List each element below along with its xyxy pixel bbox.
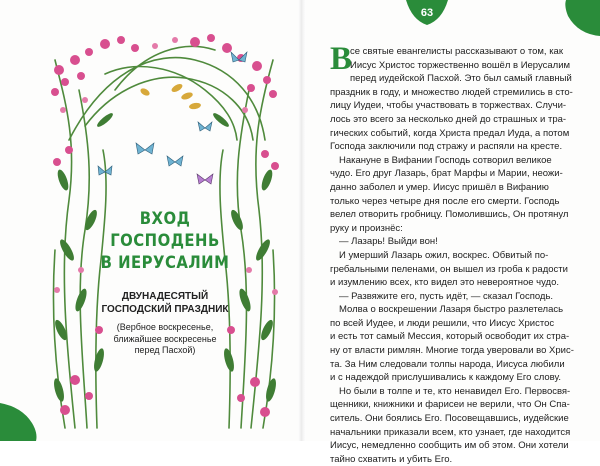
text-line: тайно схватить и убить Его.: [330, 453, 453, 465]
text-line: велел отворить гробницу. Помолившись, Он протянул: [330, 209, 569, 221]
subtitle-line: ГОСПОДСКИЙ ПРАЗДНИК: [101, 303, 229, 315]
text-line: — Развяжите его, пусть идёт, — сказал Господь.: [339, 290, 554, 302]
text-line: ну от власти римлян. Многие тогда уверовали во Хрис-: [330, 345, 574, 357]
text-line: Но были в толпе и те, кто ненавидел Его. Первосвя-: [339, 385, 571, 397]
chapter-title: [100, 208, 230, 274]
text-line: та. За Ним следовали толпы народа, Иисуса любили: [330, 358, 565, 370]
note-line: (Вербное воскресенье,: [116, 322, 214, 332]
text-line: Иисус Христос торжественно вошёл в Иерусалим: [350, 59, 571, 71]
body-text: [330, 41, 582, 466]
text-line: и изумлению всех, кто видел это невероятное чудо.: [330, 277, 560, 289]
text-line: праздник в году, и множество людей стремились в сто-: [330, 86, 573, 98]
text-line: Накануне в Вифании Господь сотворил великое: [339, 154, 552, 166]
text-line: и есть тот самый Мессия, который освободит их стра-: [330, 331, 570, 343]
text-line: перед иудейской Пасхой. Это был самый главный: [350, 73, 572, 85]
chapter-subtitle: [100, 291, 230, 316]
corner-leaf-top-right: [564, 0, 600, 36]
text-line: лицу Иудеи, чтобы участвовать в торжествах. Случи-: [330, 100, 567, 112]
text-line: начальники приказали всем, кто узнает, где находится: [330, 426, 571, 438]
text-line: — Лазарь! Выйди вон!: [339, 236, 438, 248]
page-number: 63: [420, 7, 434, 19]
title-line: ВХОД: [139, 209, 191, 228]
text-line: Господа заключили под стражу и распяли на кресте.: [330, 141, 563, 153]
title-line: В ИЕРУСАЛИМ: [100, 253, 230, 272]
text-line: только через четыре дня после его смерти. Господь: [330, 195, 560, 207]
text-line: щенники, книжники и фарисеи не верили, что Он Спа-: [330, 399, 570, 411]
note-line: ближайшее воскресенье: [113, 333, 217, 344]
title-line: ГОСПОДЕНЬ: [110, 231, 220, 250]
corner-leaf-bottom-left: [0, 401, 40, 441]
text-line: се святые евангелисты рассказывают о том, как: [350, 46, 563, 57]
note-line: перед Пасхой): [134, 345, 196, 355]
text-line: и с надеждой прислушивались к каждому Его слову.: [330, 372, 561, 384]
chapter-note: [102, 322, 228, 357]
text-line: чудо. Его друг Лазарь, брат Марфы и Марии, неожи-: [330, 168, 563, 180]
text-line: лось это всего за несколько дней до страшных и тра-: [330, 113, 567, 125]
subtitle-line: ДВУНАДЕСЯТЫЙ: [121, 291, 209, 302]
text-line: ситель. Они боялись Его. Посовещавшись, иудейские: [330, 413, 569, 425]
text-line: Иисус, немедленно сообщить им об этом. Они хотели: [330, 440, 569, 452]
text-line: гребальными пеленами, он вышел из гроба к радости: [330, 263, 568, 275]
text-line: Молва о воскрешении Лазаря быстро разлетелась: [339, 304, 564, 316]
drop-cap: В: [330, 41, 353, 77]
book-gutter: [298, 0, 306, 441]
text-line: по всей Иудее, и люди решили, что Иисус Христос: [330, 317, 555, 329]
text-line: данно заболел и умер. Иисус пришёл в Вифанию: [330, 181, 549, 193]
text-line: гических событий, когда Христа предал Иуда, а потом: [330, 127, 570, 139]
text-line: И умерший Лазарь ожил, воскрес. Обвитый по-: [339, 249, 549, 261]
text-line: руку и произнёс:: [330, 222, 403, 234]
